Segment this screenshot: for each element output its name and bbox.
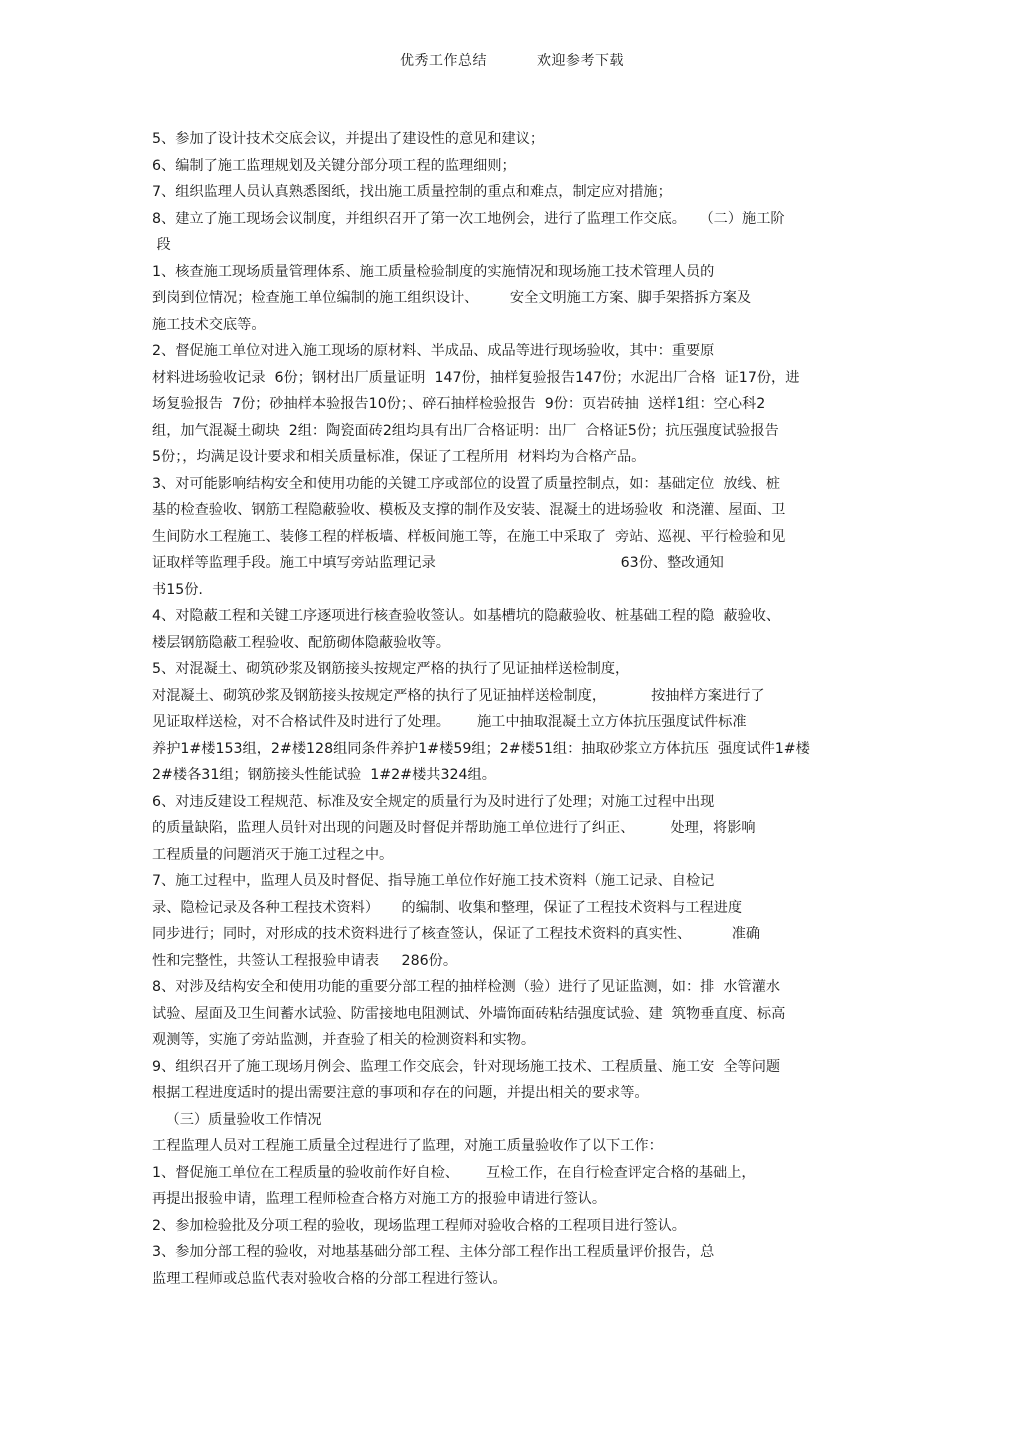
text-line: 场复验报告 7份；砂抽样本验报告10份；、碎石抽样检验报告 9份：页岩砖抽 送样1组：空心科2 (152, 396, 766, 412)
document-body (152, 126, 872, 1292)
text-line: 基的检查验收、钢筋工程隐蔽验收、模板及支撑的制作及安装、混凝土的进场验收 和浇灌、屋面、卫 (152, 502, 786, 518)
text-line: 2#楼各31组；钢筋接头性能试验 1#2#楼共324组。 (152, 767, 496, 783)
page-header (0, 50, 1024, 70)
text-line: 的质量缺陷，监理人员针对出现的问题及时督促并帮助施工单位进行了纠正、 处理，将影响 (152, 820, 756, 836)
text-line: 到岗到位情况；检查施工单位编制的施工组织设计、 安全文明施工方案、脚手架搭拆方案及 (152, 290, 752, 306)
header-right-text: 欢迎参考下载 (536, 53, 624, 69)
text-line: 录、隐检记录及各种工程技术资料） 的编制、收集和整理，保证了工程技术资料与工程进度 (152, 899, 743, 916)
text-line: 工程质量的问题消灭于施工过程之中。 (152, 846, 394, 863)
text-line: 监理工程师或总监代表对验收合格的分部工程进行签认。 (152, 1270, 507, 1287)
text-line: 5份；，均满足设计要求和相关质量标准，保证了工程所用 材料均为合格产品。 (152, 449, 646, 465)
text-line: 性和完整性，共签认工程报验申请表 286份。 (152, 952, 458, 969)
text-line: 1、督促施工单位在工程质量的验收前作好自检、 互检工作，在自行检查评定合格的基础上， (152, 1164, 756, 1181)
text-line: 对混凝土、砌筑砂浆及钢筋接头按规定严格的执行了见证抽样送检制度， 按抽样方案进行了 (152, 687, 765, 704)
text-line: 楼层钢筋隐蔽工程验收、配筋砌体隐蔽验收等。 (152, 634, 450, 651)
text-line: 2、参加检验批及分项工程的验收，现场监理工程师对验收合格的工程项目进行签认。 (152, 1217, 686, 1234)
text-line: 8、建立了施工现场会议制度，并组织召开了第一次工地例会，进行了监理工作交底。 （二）施工阶 (152, 210, 785, 227)
text-line: 再提出报验申请，监理工程师检查合格方对施工方的报验申请进行签认。 (152, 1191, 607, 1207)
text-line: 同步进行；同时，对形成的技术资料进行了核查签认，保证了工程技术资料的真实性、 准确 (152, 926, 761, 942)
text-line: 见证取样送检，对不合格试件及时进行了处理。 施工中抽取混凝土立方体抗压强度试件标准 (152, 714, 747, 730)
text-line: 5、参加了设计技术交底会议，并提出了建设性的意见和建议； (152, 131, 545, 147)
text-line: 2、督促施工单位对进入施工现场的原材料、半成品、成品等进行现场验收，其中：重要原 (152, 343, 715, 359)
text-line: 7、施工过程中，监理人员及时督促、指导施工单位作好施工技术资料（施工记录、自检记 (152, 873, 715, 889)
text-line: 施工技术交底等。 (152, 316, 266, 333)
text-line: 9、组织召开了施工现场月例会、监理工作交底会，针对现场施工技术、工程质量、施工安 全等问题 (152, 1058, 781, 1075)
text-line: 5、对混凝土、砌筑砂浆及钢筋接头按规定严格的执行了见证抽样送检制度， (152, 661, 630, 677)
text-line: 养护1#楼153组，2#楼128组同条件养护1#楼59组；2#楼51组：抽取砂浆立方体抗压 强度试件1#楼 (152, 740, 810, 757)
text-line: 1、核查施工现场质量管理体系、施工质量检验制度的实施情况和现场施工技术管理人员的 (152, 263, 715, 280)
text-line: 试验、屋面及卫生间蓄水试验、防雷接地电阻测试、外墙饰面砖粘结强度试验、建 筑物垂直度、标高 (152, 1005, 786, 1022)
text-line: 书15份. (152, 581, 203, 598)
text-line: 3、参加分部工程的验收，对地基基础分部工程、主体分部工程作出工程质量评价报告，总 (152, 1244, 715, 1260)
text-line: 8、对涉及结构安全和使用功能的重要分部工程的抽样检测（验）进行了见证监测，如：排 水管灌水 (152, 979, 781, 995)
text-line: 段 (152, 237, 171, 253)
text-line: 材料进场验收记录 6份；钢材出厂质量证明 147份，抽样复验报告147份；水泥出厂合格 证17份，进 (152, 369, 800, 386)
text-line: 4、对隐蔽工程和关键工序逐项进行核查验收签认。如基槽坑的隐蔽验收、桩基础工程的隐 蔽验收、 (152, 608, 781, 624)
text-line: 生间防水工程施工、装修工程的样板墙、样板间施工等，在施工中采取了 旁站、巡视、平行检验和见 (152, 528, 786, 545)
header-left-text: 优秀工作总结 (400, 53, 488, 69)
text-line: 3、对可能影响结构安全和使用功能的关键工序或部位的设置了质量控制点，如：基础定位 放线、桩 (152, 475, 781, 492)
text-line: 组，加气混凝土砌块 2组：陶瓷面砖2组均具有出厂合格证明：出厂 合格证5份；抗压强度试验报告 (152, 422, 779, 439)
text-line: 6、编制了施工监理规划及关键分部分项工程的监理细则； (152, 157, 516, 174)
text-line: 6、对违反建设工程规范、标准及安全规定的质量行为及时进行了处理；对施工过程中出现 (152, 793, 715, 810)
text-line: 7、组织监理人员认真熟悉图纸，找出施工质量控制的重点和难点，制定应对措施； (152, 184, 672, 200)
text-line: 工程监理人员对工程施工质量全过程进行了监理，对施工质量验收作了以下工作： (152, 1138, 663, 1154)
text-line: 证取样等监理手段。施工中填写旁站监理记录 63份、整改通知 (152, 555, 724, 571)
section-heading: （三）质量验收工作情况 (152, 1111, 322, 1128)
text-line: 观测等，实施了旁站监测，并查验了相关的检测资料和实物。 (152, 1032, 536, 1048)
text-line: 根据工程进度适时的提出需要注意的事项和存在的问题，并提出相关的要求等。 (152, 1085, 649, 1101)
